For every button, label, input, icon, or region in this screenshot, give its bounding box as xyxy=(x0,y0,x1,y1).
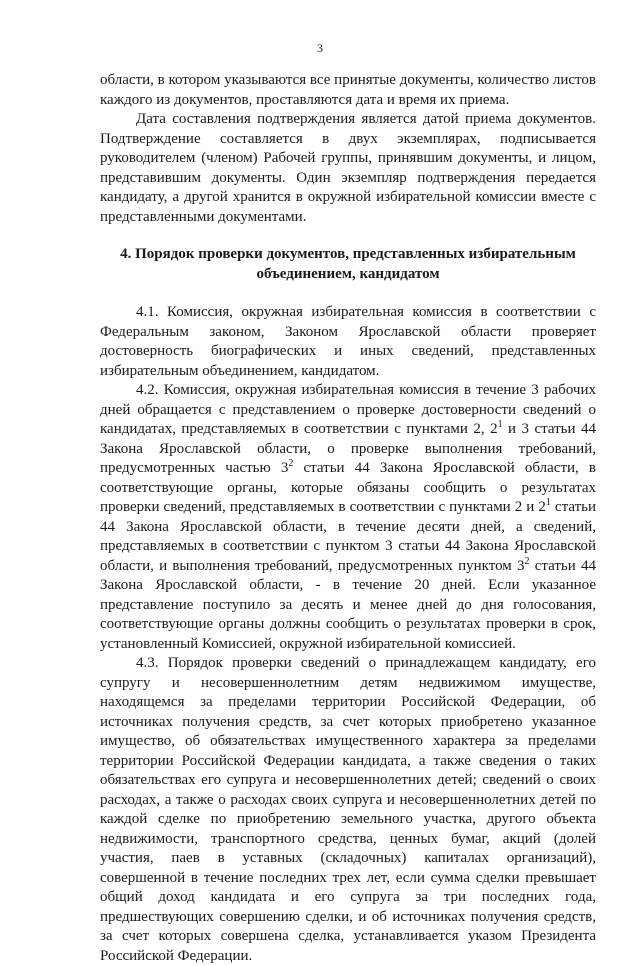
page-number: 3 xyxy=(317,41,323,55)
clause-4-2-text: статьи 44 Закона Ярославской области, в соответствующие органы, которые обязаны сообщить о результатах проверки сведений, представляемых в соответствии с пунктами 2 и 2 xyxy=(100,460,596,515)
clause-4-2-text: 4.2. Комиссия, окружная избирательная комиссия в течение 3 рабочих дней обращается с представлением о проверке достоверности сведений о кандидатах, представляемых в соответствии с пунктами 2, 2 xyxy=(100,382,596,437)
superscript: 1 xyxy=(545,497,551,508)
clause-4-2-text: статьи 44 Закона Ярославской области, - в течение 20 дней. Если указанное представление поступило за десять и менее дней до дня голосования, соответствующие органы должны сообщить о результатах проверки в срок, установленный Комиссией, окружной избирательной комиссией. xyxy=(100,557,597,652)
section-heading: 4. Порядок проверки документов, представленных избирательным объединением, кандидатом xyxy=(120,246,576,282)
document-body xyxy=(100,71,596,966)
clause-4-2 xyxy=(100,381,596,654)
clause-4-1: 4.1. Комиссия, окружная избирательная комиссия в соответствии с Федеральным законом, Законом Ярославской области проверяет достоверность биографических и иных сведений, представленных избирательным объединением, кандидатом. xyxy=(100,304,596,379)
superscript: 2 xyxy=(524,555,530,567)
paragraph-confirmation-date: Дата составления подтверждения является датой приема документов. Подтверждение составляется в двух экземплярах, подписывается руководителем (членом) Рабочей группы, принявшим документы, и лицом, представившим документы. Один экземпляр подтверждения передается кандидату, а другой хранится в окружной избирательной комиссии вместе с представленными документами. xyxy=(100,111,596,225)
clause-4-2-text: и 3 статьи 44 Закона Ярославской области, о проверке выполнения требований, предусмотренных частью 3 xyxy=(100,421,596,476)
superscript: 2 xyxy=(288,458,294,469)
clause-4-2-text: статьи 44 Закона Ярославской области, в течение десяти дней, а сведений, представляемых в соответствии с пунктом 3 статьи 44 Закона Ярославской области, и выполнения требований, предусмотренных пунктом 3 xyxy=(100,499,597,574)
superscript: 1 xyxy=(497,419,503,430)
paragraph-continuation: области, в котором указываются все принятые документы, количество листов каждого из документов, проставляются дата и время их приема. xyxy=(100,72,596,108)
clause-4-3: 4.3. Порядок проверки сведений о принадлежащем кандидату, его супругу и несовершеннолетним детям недвижимом имуществе, находящемся за пределами территории Российской Федерации, об источниках получения средств, за счет которых приобретено указанное имущество, об обязательствах имущественного характера за пределами территории Российской Федерации кандидата, а также сведения о таких обязательствах его супруга и несовершеннолетних детей; сведений о своих расходах, а также о расходах своих супруга и несовершеннолетних детей по каждой сделке по приобретению земельного участка, другого объекта недвижимости, транспортного средства, ценных бумаг, акций (долей участия, паев в уставных (складочных) капиталах организаций), совершенной в течение последних трех лет, если сумма сделки превышает общий доход кандидата и его супруга за три последних года, предшествующих совершению сделки, и об источниках получения средств, за счет которых совершена сделка, устанавливается указом Президента Российской Федерации. xyxy=(100,655,596,964)
